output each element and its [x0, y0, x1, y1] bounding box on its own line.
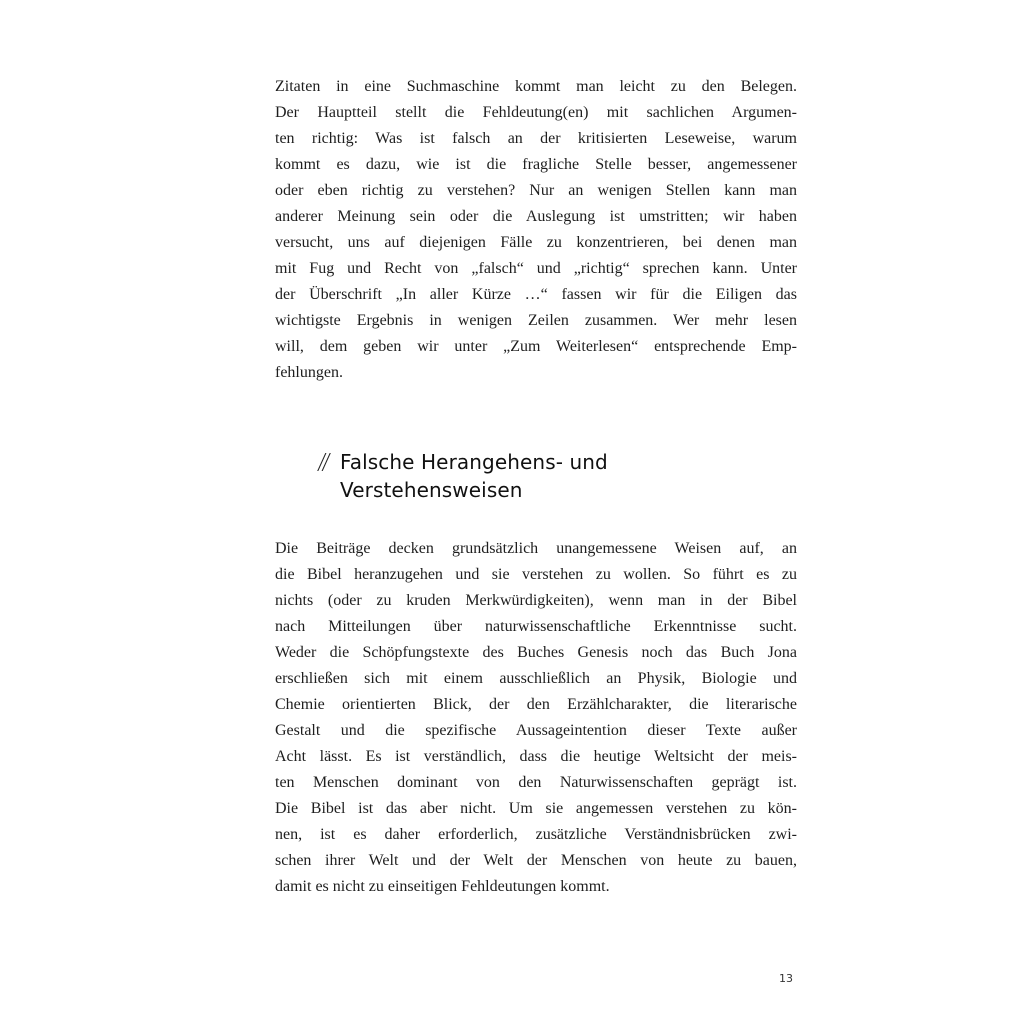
text-line: mit Fug und Recht von „falsch“ und „richtig“ sprechen kann. Unter	[275, 260, 797, 277]
text-line: ten richtig: Was ist falsch an der kritisierten Leseweise, warum	[275, 130, 797, 147]
text-line: oder eben richtig zu verstehen? Nur an wenigen Stellen kann man	[275, 182, 797, 199]
text-line: die Bibel heranzugehen und sie verstehen zu wollen. So führt es zu	[275, 566, 797, 583]
paragraph-body	[275, 536, 797, 900]
text-line: kommt es dazu, wie ist die fragliche Stelle besser, angemessener	[275, 156, 797, 173]
page-number: 13	[779, 972, 793, 985]
text-line: Der Hauptteil stellt die Fehldeutung(en) mit sachlichen Argumen-	[275, 104, 797, 121]
heading-slash-marker: //	[316, 450, 329, 475]
text-line: ten Menschen dominant von den Naturwissenschaften geprägt ist.	[275, 774, 797, 791]
text-line: der Überschrift „In aller Kürze …“ fassen wir für die Eiligen das	[275, 286, 797, 303]
heading-line-2: Verstehensweisen	[340, 478, 523, 502]
text-line: Die Beiträge decken grundsätzlich unangemessene Weisen auf, an	[275, 540, 797, 557]
text-line: Zitaten in eine Suchmaschine kommt man leicht zu den Belegen.	[275, 78, 797, 95]
text-line: Chemie orientierten Blick, der den Erzählcharakter, die literarische	[275, 696, 797, 713]
heading-line-1: Falsche Herangehens- und	[340, 450, 608, 474]
text-line: Die Bibel ist das aber nicht. Um sie angemessen verstehen zu kön-	[275, 800, 797, 817]
text-line: schen ihrer Welt und der Welt der Menschen von heute zu bauen,	[275, 852, 797, 869]
text-line: anderer Meinung sein oder die Auslegung ist umstritten; wir haben	[275, 208, 797, 225]
text-line: Gestalt und die spezifische Aussageintention dieser Texte außer	[275, 722, 797, 739]
text-line: nen, ist es daher erforderlich, zusätzliche Verständnisbrücken zwi-	[275, 826, 797, 843]
text-line: nichts (oder zu kruden Merkwürdigkeiten), wenn man in der Bibel	[275, 592, 797, 609]
text-line: Acht lässt. Es ist verständlich, dass die heutige Weltsicht der meis-	[275, 748, 797, 765]
text-line: versucht, uns auf diejenigen Fälle zu konzentrieren, bei denen man	[275, 234, 797, 251]
text-line: nach Mitteilungen über naturwissenschaftliche Erkenntnisse sucht.	[275, 618, 797, 635]
paragraph-intro	[275, 74, 797, 386]
text-line: erschließen sich mit einem ausschließlich an Physik, Biologie und	[275, 670, 797, 687]
text-line: Weder die Schöpfungstexte des Buches Genesis noch das Buch Jona	[275, 644, 797, 661]
text-line: wichtigste Ergebnis in wenigen Zeilen zusammen. Wer mehr lesen	[275, 312, 797, 329]
text-line: damit es nicht zu einseitigen Fehldeutungen kommt.	[275, 878, 610, 895]
text-line: fehlungen.	[275, 364, 343, 381]
text-line: will, dem geben wir unter „Zum Weiterlesen“ entsprechende Emp-	[275, 338, 797, 355]
